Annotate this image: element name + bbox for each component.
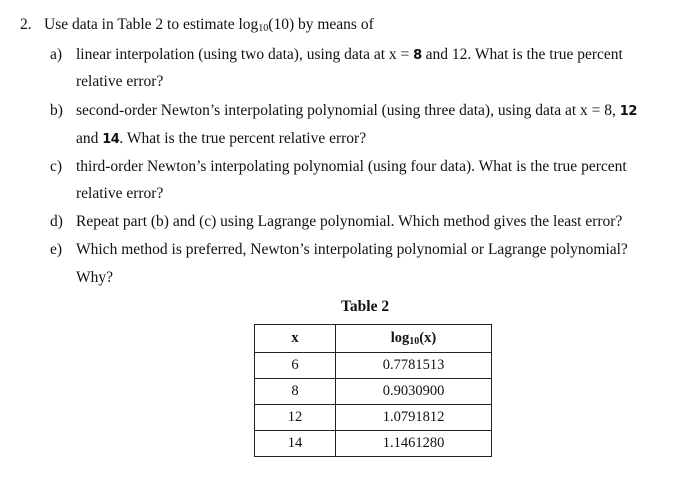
table-row (255, 353, 492, 379)
part-e-line2: Why? (76, 269, 114, 286)
part-a-handwritten-value: 8 (413, 48, 422, 63)
table-cell-x: 12 (255, 405, 336, 431)
part-b-line2-after: . What is the true percent relative error? (119, 130, 367, 147)
question-text-before: Use data in Table 2 to estimate log (44, 16, 259, 33)
part-d-line1: Repeat part (b) and (c) using Lagrange polynomial. Which method gives the least error? (76, 213, 623, 230)
table-header-log-subscript: 10 (409, 336, 420, 347)
part-e-letter: e) (50, 241, 63, 258)
table-header-log-after: (x) (419, 330, 437, 346)
table-header-x: x (255, 325, 336, 353)
part-b-text-before: second-order Newton’s interpolating polynomial (using three data), using data at x = 8, (76, 102, 620, 119)
part-a-line1 (76, 46, 623, 64)
question-number: 2. (20, 16, 32, 33)
part-c-line1: third-order Newton’s interpolating polynomial (using four data). What is the true percent (76, 158, 627, 175)
table-header-log (336, 325, 492, 353)
data-table (254, 324, 492, 457)
part-c-line2: relative error? (76, 185, 164, 202)
table-cell-x: 8 (255, 379, 336, 405)
table-cell-log: 0.9030900 (336, 379, 492, 405)
table-cell-x: 14 (255, 431, 336, 457)
table-row (255, 405, 492, 431)
part-a-line2: relative error? (76, 73, 164, 90)
table-cell-log: 1.0791812 (336, 405, 492, 431)
table-cell-log: 0.7781513 (336, 353, 492, 379)
part-b-handwritten-value-2: 14 (102, 132, 120, 147)
part-d-letter: d) (50, 213, 63, 230)
part-b-line2 (76, 130, 366, 148)
question-text-after: (10) by means of (268, 16, 374, 33)
part-a-letter: a) (50, 46, 63, 63)
part-a-text-after: and 12. What is the true percent (421, 46, 623, 63)
part-a-text-before: linear interpolation (using two data), using data at x = (76, 46, 414, 63)
part-b-line2-before: and (76, 130, 103, 147)
table-row (255, 379, 492, 405)
table-cell-x: 6 (255, 353, 336, 379)
table-header-log-before: log (390, 330, 410, 346)
part-e-line1: Which method is preferred, Newton’s interpolating polynomial or Lagrange polynomial? (76, 241, 628, 258)
question-text-subscript: 10 (258, 23, 269, 34)
table-header-row (255, 325, 492, 353)
question-heading (20, 16, 374, 34)
part-b-handwritten-value-1: 12 (619, 104, 637, 119)
table-title: Table 2 (341, 298, 390, 315)
table-row (255, 431, 492, 457)
part-b-letter: b) (50, 102, 63, 119)
table-cell-log: 1.1461280 (336, 431, 492, 457)
part-c-letter: c) (50, 158, 63, 175)
part-b-line1 (76, 102, 637, 120)
